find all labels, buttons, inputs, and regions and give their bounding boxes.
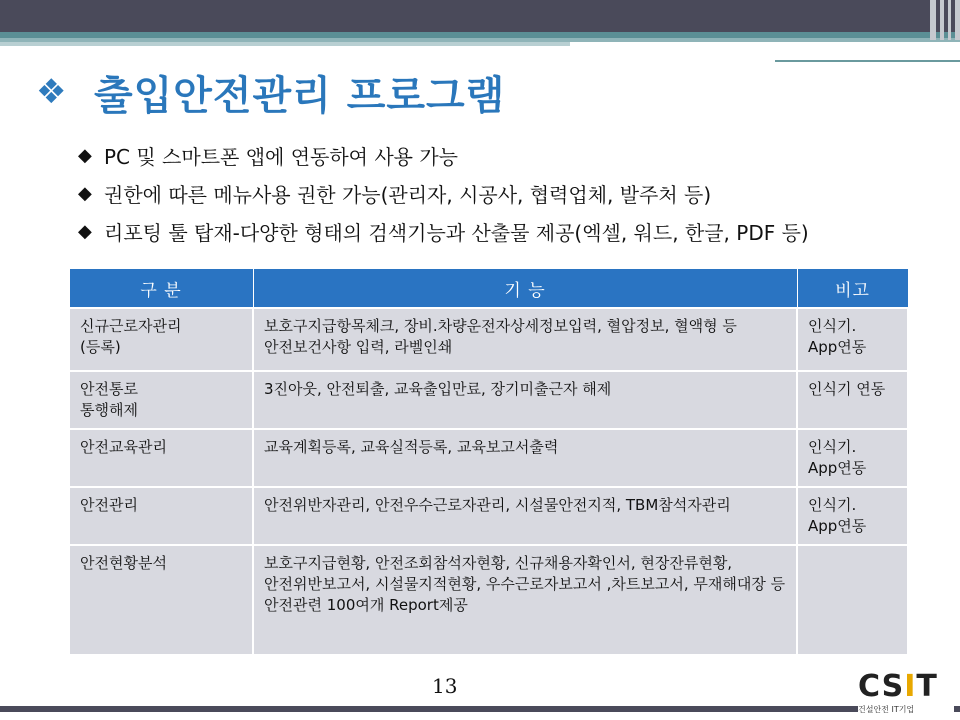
table-row xyxy=(69,429,908,487)
slide-title-row xyxy=(36,62,505,122)
top-divider xyxy=(570,42,890,52)
cell-remark xyxy=(797,545,908,655)
bullet-item xyxy=(78,136,809,174)
diamond-bullet-icon: ◆ xyxy=(78,182,92,204)
table-header-row xyxy=(69,269,908,309)
bullet-text: PC 및 스마트폰 앱에 연동하여 사용 가능 xyxy=(104,144,458,169)
column-header-remark: 비고 xyxy=(797,269,908,309)
diamond-bullet-icon: ◆ xyxy=(78,220,92,242)
cell-function: 3진아웃, 안전퇴출, 교육출입만료, 장기미출근자 해제 xyxy=(253,371,797,429)
cell-category: 안전현황분석 xyxy=(69,545,253,655)
table-body xyxy=(69,308,908,655)
corner-stripe xyxy=(930,0,936,40)
column-header-category: 구 분 xyxy=(69,269,253,309)
bullet-item xyxy=(78,212,809,250)
cell-function: 보호구지급현황, 안전조회참석자현황, 신규채용자확인서, 현장잔류현황, 안전위반보고서, 시설물지적현황, 우수근로자보고서 ,차트보고서, 무재해대장 등 안전관련 100여개 Report제공 xyxy=(253,545,797,655)
company-logo xyxy=(858,669,954,718)
logo-subtitle: 건설안전 IT기업 xyxy=(858,705,915,714)
footer-band xyxy=(0,706,960,712)
bullet-text: 권한에 따른 메뉴사용 권한 가능(관리자, 시공사, 협력업체, 발주처 등) xyxy=(104,182,712,207)
top-accent-line xyxy=(0,42,570,46)
cell-remark: 인식기 연동 xyxy=(797,371,908,429)
cell-remark: 인식기. App연동 xyxy=(797,308,908,371)
table-row xyxy=(69,308,908,371)
bullet-item xyxy=(78,174,809,212)
cell-function: 보호구지급항목체크, 장비.차량운전자상세정보입력, 혈압정보, 혈액형 등 안전보건사항 입력, 라벨인쇄 xyxy=(253,308,797,371)
table-row xyxy=(69,487,908,545)
cell-remark: 인식기. App연동 xyxy=(797,429,908,487)
top-band xyxy=(0,0,960,32)
corner-stripe xyxy=(948,0,951,40)
column-header-function: 기 능 xyxy=(253,269,797,309)
corner-stripe xyxy=(940,0,944,40)
table-row xyxy=(69,371,908,429)
corner-stripe xyxy=(955,0,960,40)
cell-category: 안전통로 통행해제 xyxy=(69,371,253,429)
diamond-bullet-icon: ◆ xyxy=(78,144,92,166)
logo-mark xyxy=(858,669,954,704)
slide-title: 출입안전관리 프로그램 xyxy=(94,72,506,119)
top-right-rule xyxy=(775,60,960,62)
feature-table xyxy=(68,268,909,656)
cell-category: 안전교육관리 xyxy=(69,429,253,487)
page-number: 13 xyxy=(432,674,458,698)
cell-function: 교육계획등록, 교육실적등록, 교육보고서출력 xyxy=(253,429,797,487)
bullet-text: 리포팅 툴 탑재-다양한 형태의 검색기능과 산출물 제공(엑셀, 워드, 한글, PDF 등) xyxy=(104,220,809,245)
cell-category: 신규근로자관리 (등록) xyxy=(69,308,253,371)
cell-category: 안전관리 xyxy=(69,487,253,545)
cell-remark: 인식기. App연동 xyxy=(797,487,908,545)
four-diamond-icon: ❖ xyxy=(36,72,67,112)
table-row xyxy=(69,545,908,655)
logo-text: CSIT xyxy=(858,669,938,704)
cell-function: 안전위반자관리, 안전우수근로자관리, 시설물안전지적, TBM참석자관리 xyxy=(253,487,797,545)
bullet-list xyxy=(78,136,809,250)
